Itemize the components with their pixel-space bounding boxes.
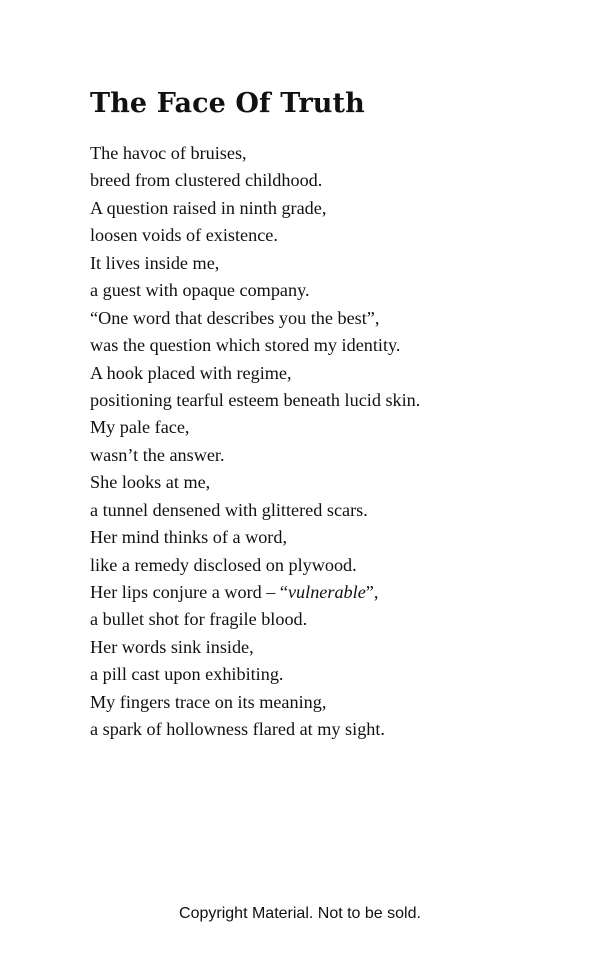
poem-line-text: ”, <box>365 582 379 602</box>
poem-line: It lives inside me, <box>90 252 220 273</box>
poem-title: The Face Of Truth <box>90 88 365 119</box>
poem-line: “One word that describes you the best”, <box>90 307 380 328</box>
poem-line: loosen voids of existence. <box>90 225 278 246</box>
poem-line <box>90 579 420 606</box>
poem-line: a bullet shot for fragile blood. <box>90 609 308 630</box>
poem-line: A question raised in ninth grade, <box>90 197 327 218</box>
poem-line: breed from clustered childhood. <box>90 170 323 191</box>
poem-line: My fingers trace on its meaning, <box>90 691 327 712</box>
poem-body <box>90 140 420 744</box>
poem-line: Her words sink inside, <box>90 636 254 657</box>
poem-line: My pale face, <box>90 417 190 438</box>
poem-line: Her mind thinks of a word, <box>90 527 287 548</box>
poem-line: a pill cast upon exhibiting. <box>90 664 284 685</box>
poem-line-text: Her lips conjure a word – “ <box>90 582 288 602</box>
poem-line: The havoc of bruises, <box>90 143 247 163</box>
poem-line: a guest with opaque company. <box>90 280 310 301</box>
poem-line-emphasis: vulnerable <box>287 582 366 602</box>
poem-line: a tunnel densened with glittered scars. <box>90 499 368 520</box>
poem-line: She looks at me, <box>90 472 211 493</box>
poem-line: was the question which stored my identity. <box>90 335 401 356</box>
poem-line: positioning tearful esteem beneath lucid skin. <box>90 389 421 410</box>
poem-line: a spark of hollowness flared at my sight. <box>90 719 385 740</box>
poem-line: like a remedy disclosed on plywood. <box>90 554 357 575</box>
copyright-footer: Copyright Material. Not to be sold. <box>179 905 421 922</box>
poem-line: A hook placed with regime, <box>90 362 292 383</box>
poem-line: wasn’t the answer. <box>90 444 225 465</box>
